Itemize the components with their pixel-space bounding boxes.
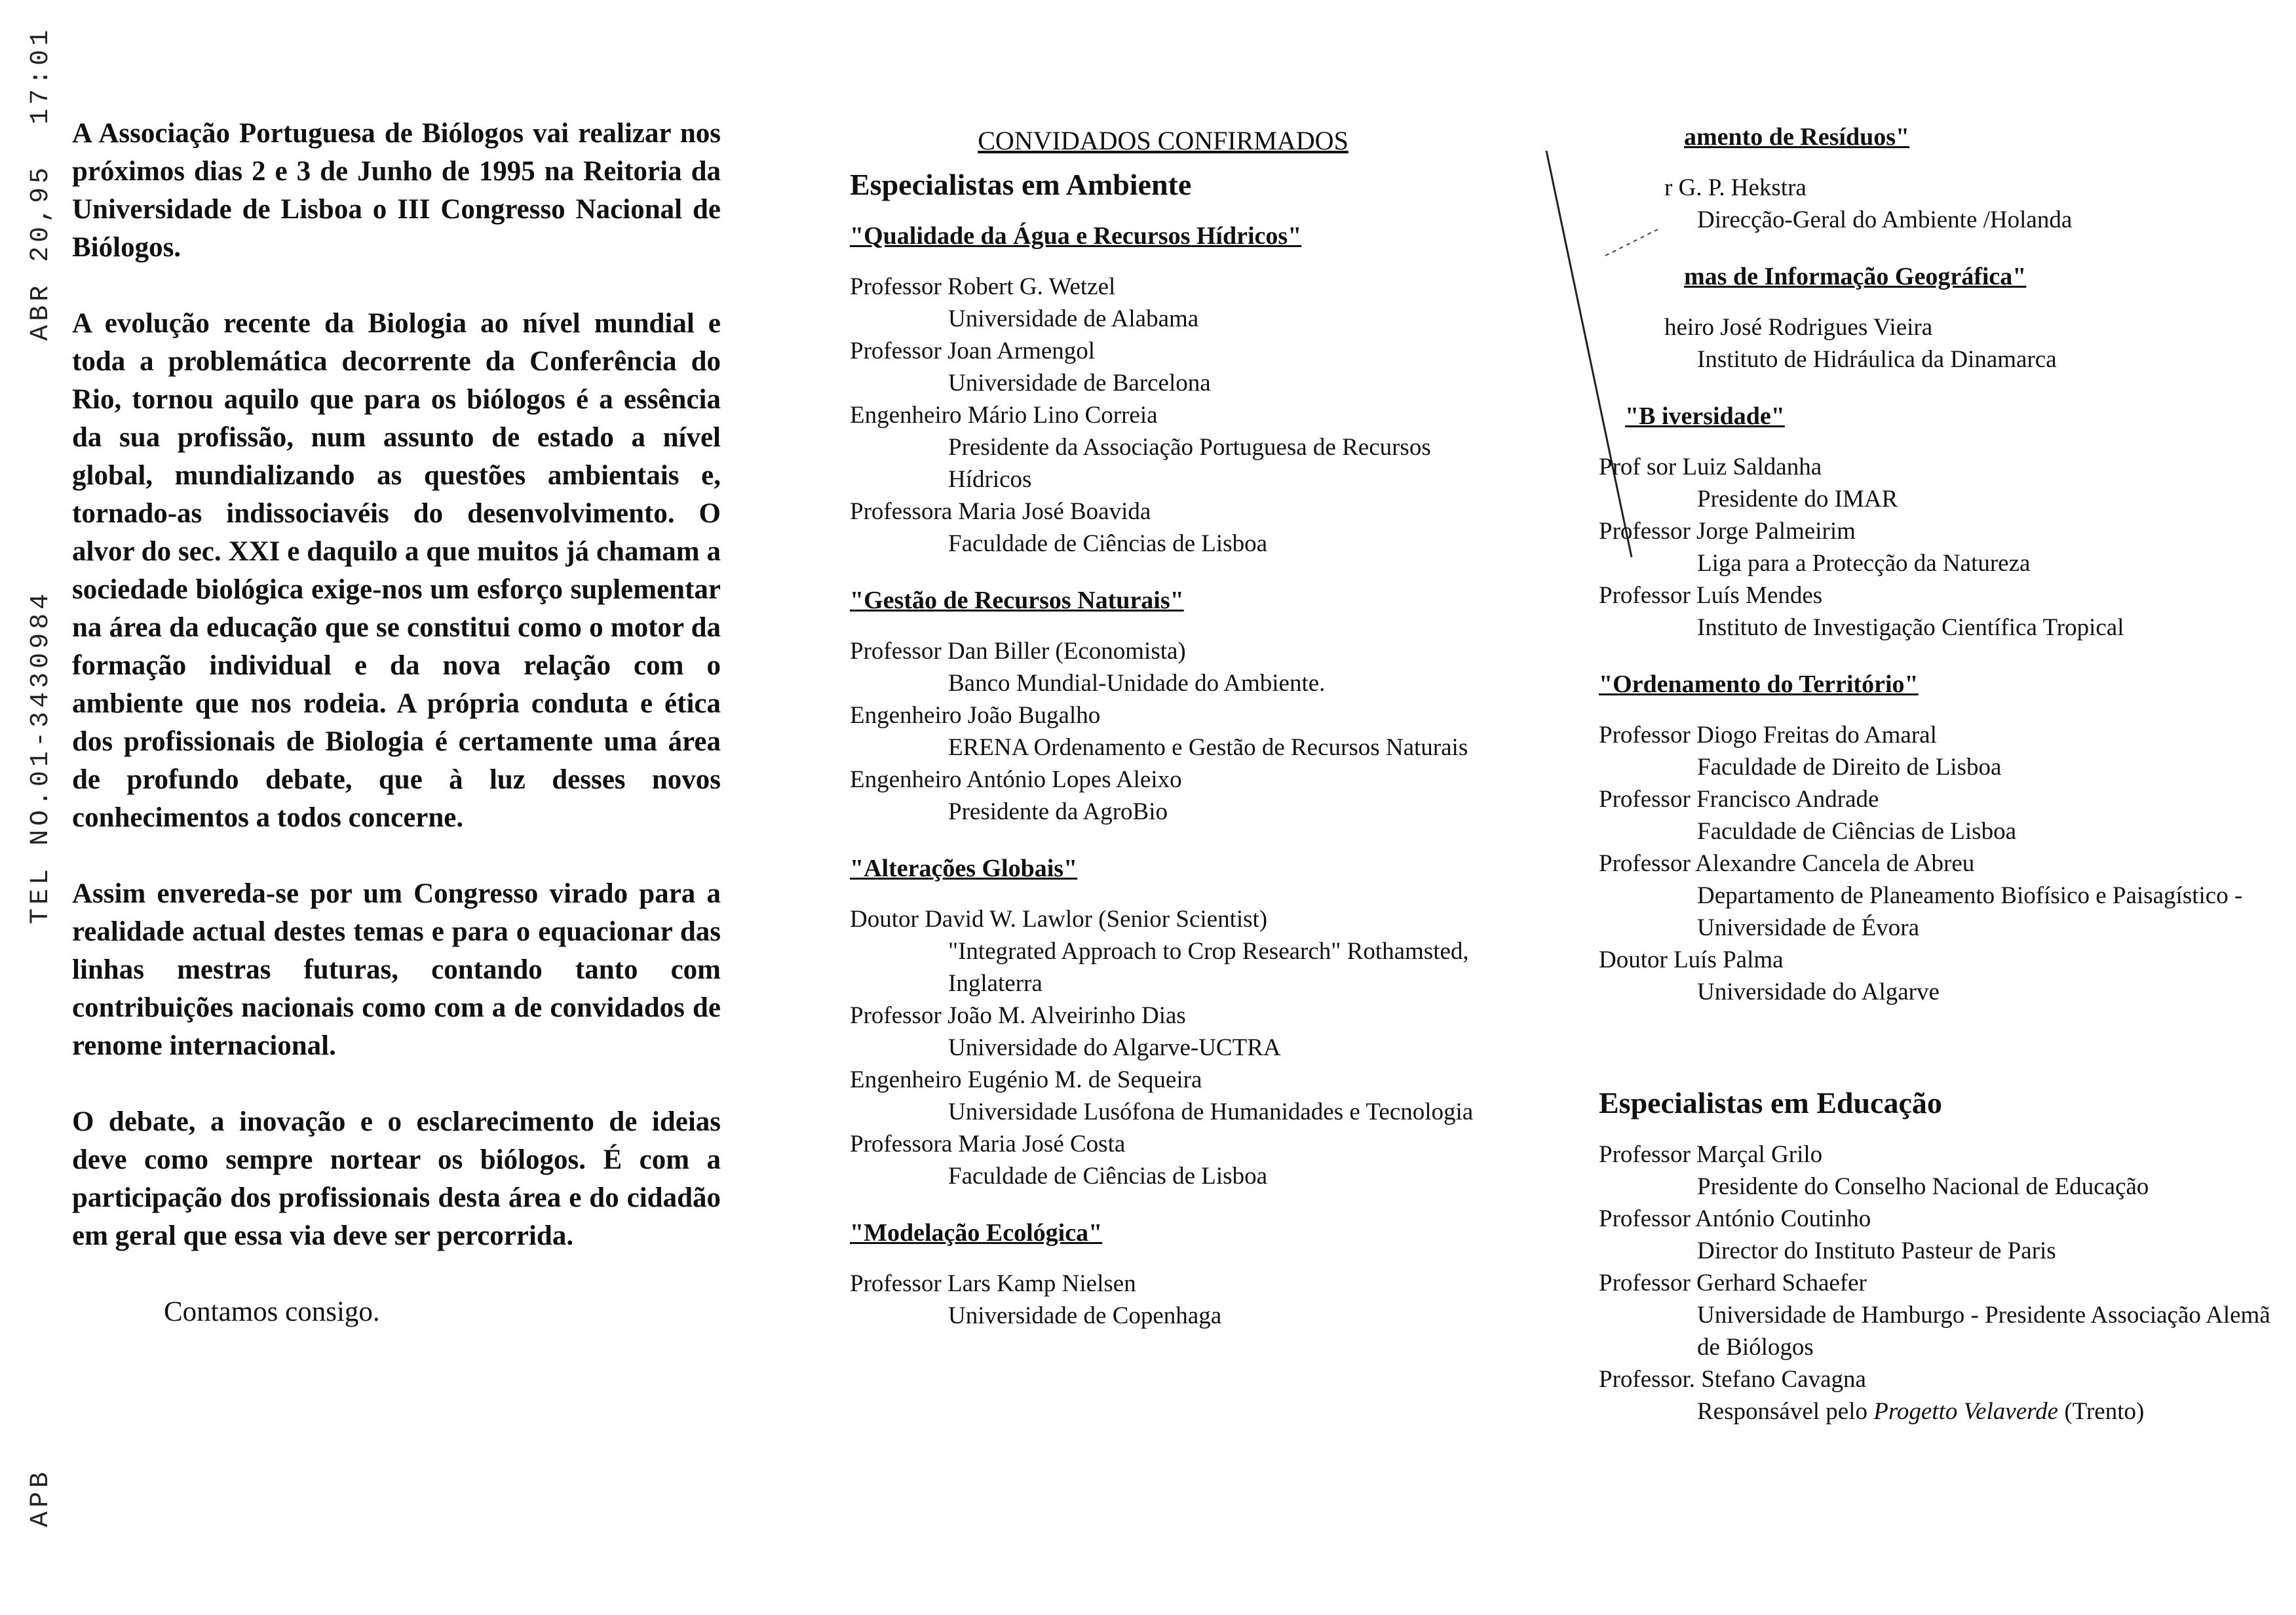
- guest-name: Engenheiro Mário Lino Correia: [850, 402, 1158, 429]
- guest-entry: [1599, 515, 2274, 579]
- guest-name: Prof sor Luiz Saldanha: [1599, 454, 1822, 480]
- guest-entry: [850, 1000, 1484, 1064]
- guest-entry: [1599, 1267, 2274, 1363]
- guest-name: Professor Alexandre Cancela de Abreu: [1599, 850, 1975, 877]
- guest-name: Doutor Luís Palma: [1599, 946, 1784, 973]
- section-title: "Ordenamento do Território": [1599, 671, 1919, 698]
- guest-name: Professor Joan Armengol: [850, 338, 1096, 364]
- section-title: "B iversidade": [1625, 402, 1785, 430]
- guest-affiliation: Presidente do IMAR: [1697, 486, 1898, 513]
- intro-paragraph: A Associação Portuguesa de Biólogos vai realizar nos próximos dias 2 e 3 de Junho de 1995 na Reitoria da Universidade de Lisboa o III Congresso Nacional de Biólogos.: [72, 118, 721, 263]
- section-title: "Alterações Globais": [850, 855, 1078, 882]
- guest-name: Doutor David W. Lawlor (Senior Scientist): [850, 906, 1268, 933]
- intro-paragraph: Assim envereda-se por um Congresso virado para a realidade actual destes temas e para o equacionar das linhas mestras futuras, contando tanto com contribuições nacionais como com a de convidados de renome internacional.: [72, 878, 721, 1061]
- fax-sender: APB: [26, 1468, 56, 1527]
- guest-name: Professora Maria José Boavida: [850, 498, 1151, 525]
- edu-specialists-title: Especialistas em Educação: [1599, 1086, 1942, 1119]
- aff-suffix: (Trento): [2058, 1398, 2145, 1425]
- guest-affiliation: Faculdade de Direito de Lisboa: [1697, 754, 2002, 781]
- section-water: [842, 220, 1484, 560]
- guests-column-right: [1599, 121, 2274, 1452]
- guest-entry: [850, 271, 1484, 335]
- env-specialists-title: Especialistas em Ambiente: [850, 168, 1192, 201]
- guest-entry: [850, 399, 1484, 496]
- guest-affiliation: ERENA Ordenamento e Gestão de Recursos Naturais: [948, 734, 1468, 761]
- guest-entry: [1599, 579, 2274, 644]
- guest-affiliation: Liga para a Protecção da Natureza: [1697, 550, 2031, 577]
- fax-tel: TEL NO.01-3430984: [26, 589, 56, 924]
- guest-entry: [850, 335, 1484, 399]
- guest-affiliation: Presidente da Associação Portuguesa de Recursos Hídricos: [948, 434, 1431, 493]
- section-title: amento de Resíduos": [1684, 123, 1910, 151]
- guest-affiliation: Banco Mundial-Unidade do Ambiente.: [948, 670, 1326, 697]
- guest-entry: [1599, 451, 2274, 515]
- guest-affiliation: Faculdade de Ciências de Lisboa: [1697, 818, 2016, 845]
- guest-entry: [1599, 847, 2274, 944]
- guest-entry: [1599, 1203, 2274, 1267]
- guest-affiliation: Director do Instituto Pasteur de Paris: [1697, 1237, 2056, 1264]
- guest-name: Engenheiro João Bugalho: [850, 702, 1101, 729]
- guest-affiliation: Faculdade de Ciências de Lisboa: [948, 530, 1267, 557]
- guest-entry: [1599, 719, 2274, 783]
- section-global-change: [842, 853, 1484, 1192]
- guest-name: heiro José Rodrigues Vieira: [1664, 314, 1933, 341]
- fax-time: 17:01: [26, 26, 56, 125]
- guest-affiliation: Universidade de Barcelona: [948, 370, 1211, 397]
- section-ecological-modelling: [842, 1217, 1484, 1332]
- guest-entry: [1599, 783, 2274, 847]
- guest-entry: [1599, 311, 2274, 376]
- guest-affiliation: "Integrated Approach to Crop Research" Rothamsted, Inglaterra: [948, 938, 1469, 997]
- guest-affiliation: Universidade do Algarve-UCTRA: [948, 1034, 1281, 1061]
- guest-name: r G. P. Hekstra: [1664, 174, 1807, 201]
- aff-prefix: Responsável pelo: [1697, 1398, 1874, 1425]
- fax-header: [26, 0, 56, 1527]
- guest-name: Professor. Stefano Cavagna: [1599, 1366, 1866, 1393]
- guest-entry: [1599, 172, 2274, 236]
- guest-name: Professor Dan Biller (Economista): [850, 638, 1186, 665]
- section-title: "Gestão de Recursos Naturais": [850, 587, 1184, 614]
- guest-entry: [850, 903, 1484, 1000]
- guest-name: Professor Robert G. Wetzel: [850, 273, 1116, 300]
- section-territory: [1599, 669, 2274, 1008]
- guest-entry: [1599, 1138, 2274, 1203]
- guest-entry: [850, 699, 1484, 764]
- intro-paragraph: A evolução recente da Biologia ao nível mundial e toda a problemática decorrente da Conferência do Rio, tornou aquilo que para os biólogos é a essência da sua profissão, num assunto de estado a nível global, mundializando as questões ambientais e, tornado-as indissociavéis do desenvolvimento. O alvor do sec. XXI e daquilo a que muitos já chamam a sociedade biológica exige-nos um esforço suplementar na área da educação que se constitui como o motor da formação individual e da nova relação com o ambiente que nos rodeia. A própria conduta e ética dos profissionais de Biologia é certamente uma área de profundo debate, que à luz desses novos conhecimentos a todos concerne.: [72, 308, 721, 833]
- guest-affiliation: Presidente do Conselho Nacional de Educação: [1697, 1173, 2149, 1200]
- guest-name: Professor Lars Kamp Nielsen: [850, 1270, 1136, 1297]
- guest-name: Professor Jorge Palmeirim: [1599, 518, 1856, 545]
- section-title: "Qualidade da Água e Recursos Hídricos": [850, 222, 1302, 250]
- guest-name: Professor Luís Mendes: [1599, 582, 1823, 609]
- guest-affiliation: Presidente da AgroBio: [948, 798, 1168, 825]
- guest-entry: [850, 496, 1484, 560]
- guest-affiliation: Universidade de Hamburgo - Presidente Associação Alemã de Biólogos: [1697, 1302, 2270, 1361]
- intro-closing: Contamos consigo.: [164, 1296, 380, 1327]
- guest-name: Engenheiro Eugénio M. de Sequeira: [850, 1066, 1202, 1093]
- guest-entry: [850, 1128, 1484, 1192]
- guest-affiliation: Universidade do Algarve: [1697, 979, 1940, 1005]
- guest-affiliation: Faculdade de Ciências de Lisboa: [948, 1163, 1267, 1190]
- guest-name: Professor Francisco Andrade: [1599, 786, 1879, 813]
- guests-heading: CONVIDADOS CONFIRMADOS: [978, 126, 1349, 155]
- guest-name: Professora Maria José Costa: [850, 1131, 1126, 1158]
- section-title: "Modelação Ecológica": [850, 1219, 1103, 1247]
- intro-column: [72, 115, 721, 1369]
- guest-entry: [1599, 944, 2274, 1008]
- guest-entry: [1599, 1363, 2274, 1428]
- guest-name: Professor Marçal Grilo: [1599, 1141, 1823, 1168]
- section-gis: [1599, 261, 2274, 376]
- guest-affiliation: Instituto de Hidráulica da Dinamarca: [1697, 346, 2057, 373]
- guest-affiliation: Instituto de Investigação Científica Tropical: [1697, 614, 2124, 641]
- section-natural-resources: [842, 585, 1484, 828]
- guest-affiliation: Universidade Lusófona de Humanidades e Tecnologia: [948, 1099, 1474, 1125]
- guest-name: Professor Diogo Freitas do Amaral: [1599, 722, 1937, 749]
- intro-paragraph: O debate, a inovação e o esclarecimento de ideias deve como sempre nortear os biólogos. É com a participação dos profissionais desta área e do cidadão em geral que essa via deve ser percorrida.: [72, 1106, 721, 1251]
- guest-entry: [850, 635, 1484, 699]
- fax-date: ABR 20,95: [26, 163, 56, 341]
- guest-name: Professor Gerhard Schaefer: [1599, 1270, 1867, 1296]
- guest-name: Engenheiro António Lopes Aleixo: [850, 766, 1182, 793]
- guest-entry: [850, 1268, 1484, 1332]
- guest-affiliation: Universidade de Copenhaga: [948, 1302, 1222, 1329]
- section-education: [1599, 1138, 2274, 1428]
- guest-affiliation: Universidade de Alabama: [948, 305, 1199, 332]
- section-biodiversity: [1599, 400, 2274, 644]
- guest-entry: [850, 1064, 1484, 1128]
- guest-entry: [850, 764, 1484, 828]
- guest-affiliation: [1599, 1395, 2274, 1428]
- section-title: mas de Informação Geográfica": [1684, 263, 2027, 290]
- project-name: Progetto Velaverde: [1873, 1398, 2059, 1425]
- guest-affiliation: Departamento de Planeamento Biofísico e Paisagístico - Universidade de Évora: [1697, 882, 2243, 941]
- guests-column-left: [842, 125, 1484, 1357]
- guest-affiliation: Direcção-Geral do Ambiente /Holanda: [1697, 206, 2073, 233]
- guest-name: Professor João M. Alveirinho Dias: [850, 1002, 1186, 1029]
- section-waste: [1599, 121, 2274, 236]
- guest-name: Professor António Coutinho: [1599, 1205, 1871, 1232]
